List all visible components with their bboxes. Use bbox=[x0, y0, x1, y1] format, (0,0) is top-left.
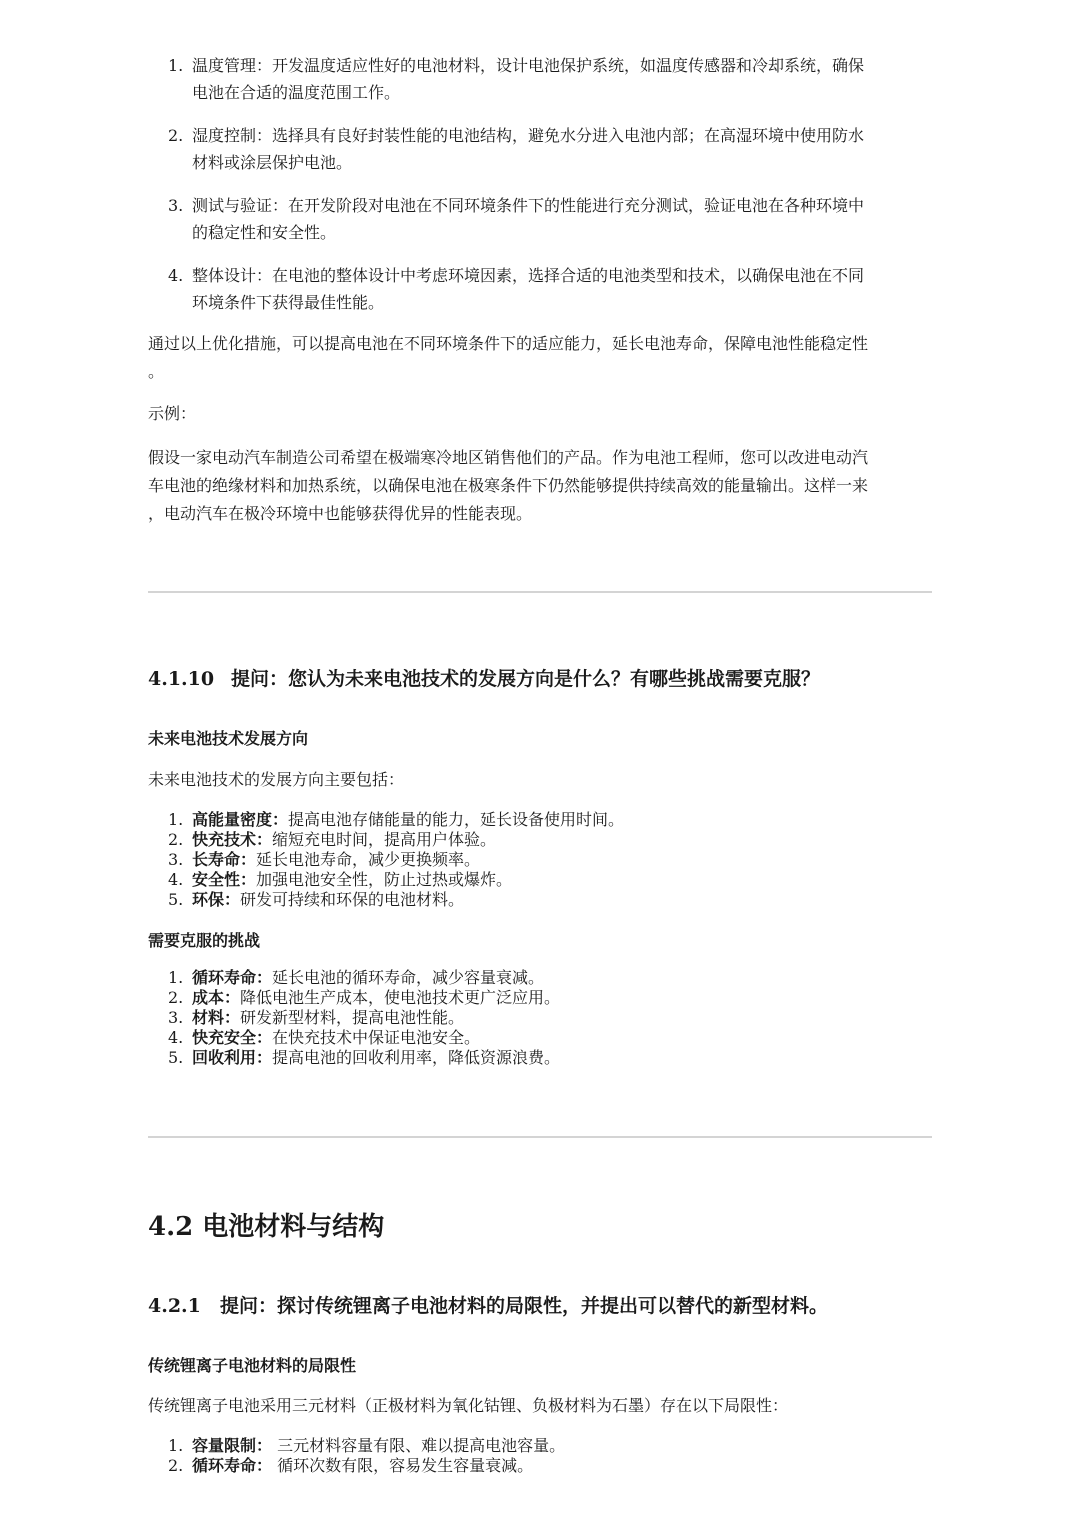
list-item-label: 温度管理： bbox=[192, 56, 273, 75]
list-item-label: 快充技术： bbox=[192, 830, 273, 849]
limits-intro: 传统锂离子电池采用三元材料（正极材料为氧化钴锂、负极材料为石墨）存在以下局限性： bbox=[148, 1396, 789, 1415]
list-item-label: 快充安全： bbox=[192, 1028, 273, 1047]
list-item-text: 三元材料容量有限、难以提高电池容量。 bbox=[277, 1436, 566, 1455]
list-item bbox=[168, 192, 928, 246]
list-number: 2. bbox=[168, 1456, 184, 1475]
summary-line-cont: 。 bbox=[148, 362, 165, 381]
section-heading-4-2 bbox=[148, 1206, 384, 1243]
list-item bbox=[168, 122, 928, 176]
list-item-label: 材料： bbox=[192, 1008, 241, 1027]
list-item-label: 整体设计： bbox=[192, 266, 273, 285]
list-item-label: 回收利用： bbox=[192, 1048, 273, 1067]
limits-heading: 传统锂离子电池材料的局限性 bbox=[148, 1356, 357, 1375]
list-item-text-cont: 材料或涂层保护电池。 bbox=[192, 153, 353, 172]
example-paragraph bbox=[148, 444, 934, 528]
section-title: 提问：您认为未来电池技术的发展方向是什么？有哪些挑战需要克服？ bbox=[231, 668, 821, 690]
section-divider bbox=[148, 1136, 932, 1138]
list-number: 4. bbox=[168, 266, 184, 285]
section-number: 4.2.1 bbox=[148, 1295, 201, 1317]
list-item bbox=[168, 52, 928, 106]
list-item-text: 研发可持续和环保的电池材料。 bbox=[240, 890, 465, 909]
directions-heading: 未来电池技术发展方向 bbox=[148, 729, 309, 748]
list-item-text-cont: 的稳定性和安全性。 bbox=[192, 223, 337, 242]
list-item-label: 湿度控制： bbox=[192, 126, 273, 145]
list-item bbox=[168, 870, 928, 890]
list-item-text: 延长电池的循环寿命，减少容量衰减。 bbox=[272, 968, 545, 987]
list-item-label: 长寿命： bbox=[192, 850, 257, 869]
list-item bbox=[168, 262, 928, 316]
list-number: 2. bbox=[168, 830, 184, 849]
list-item-text: 缩短充电时间，提高用户体验。 bbox=[272, 830, 497, 849]
list-number: 5. bbox=[168, 1048, 184, 1067]
list-item bbox=[168, 830, 928, 850]
directions-intro: 未来电池技术的发展方向主要包括： bbox=[148, 770, 405, 789]
list-item bbox=[168, 890, 928, 910]
section-divider bbox=[148, 591, 932, 593]
list-item bbox=[168, 1048, 928, 1068]
list-item-text: 提高电池存储能量的能力，延长设备使用时间。 bbox=[288, 810, 625, 829]
list-item bbox=[168, 1008, 928, 1028]
list-item-text: 在快充技术中保证电池安全。 bbox=[272, 1028, 481, 1047]
list-item-text: 在开发阶段对电池在不同环境条件下的性能进行充分测试，验证电池在各种环境中 bbox=[288, 196, 865, 215]
limits-list bbox=[168, 1436, 928, 1476]
list-item bbox=[168, 968, 928, 988]
list-item-label: 高能量密度： bbox=[192, 810, 289, 829]
example-line: 车电池的绝缘材料和加热系统，以确保电池在极寒条件下仍然能够提供持续高效的能量输出。这样一来 bbox=[148, 476, 869, 495]
list-item bbox=[168, 1436, 928, 1456]
section-heading-4-1-10 bbox=[148, 664, 820, 691]
list-item-text-cont: 环境条件下获得最佳性能。 bbox=[192, 293, 385, 312]
list-number: 4. bbox=[168, 870, 184, 889]
example-line: 假设一家电动汽车制造公司希望在极端寒冷地区销售他们的产品。作为电池工程师，您可以改进电动汽 bbox=[148, 448, 869, 467]
list-item bbox=[168, 1028, 928, 1048]
list-number: 1. bbox=[168, 1436, 184, 1455]
list-number: 1. bbox=[168, 968, 184, 987]
list-number: 2. bbox=[168, 126, 184, 145]
summary-paragraph bbox=[148, 330, 934, 386]
list-item-text-cont: 电池在合适的温度范围工作。 bbox=[192, 83, 401, 102]
list-item bbox=[168, 988, 928, 1008]
list-number: 3. bbox=[168, 196, 184, 215]
list-number: 1. bbox=[168, 56, 184, 75]
list-item-text: 在电池的整体设计中考虑环境因素，选择合适的电池类型和技术，以确保电池在不同 bbox=[272, 266, 865, 285]
list-number: 2. bbox=[168, 988, 184, 1007]
list-number: 3. bbox=[168, 850, 184, 869]
list-item-text: 加强电池安全性，防止过热或爆炸。 bbox=[256, 870, 513, 889]
section-title: 提问：探讨传统锂离子电池材料的局限性，并提出可以替代的新型材料。 bbox=[220, 1295, 829, 1317]
list-item-text: 开发温度适应性好的电池材料，设计电池保护系统，如温度传感器和冷却系统，确保 bbox=[272, 56, 865, 75]
list-item-label: 容量限制： bbox=[192, 1436, 273, 1455]
list-item-label: 成本： bbox=[192, 988, 241, 1007]
section-heading-4-2-1 bbox=[148, 1291, 828, 1318]
list-item-text: 选择具有良好封装性能的电池结构，避免水分进入电池内部；在高湿环境中使用防水 bbox=[272, 126, 865, 145]
list-item-label: 循环寿命： bbox=[192, 1456, 273, 1475]
example-line: ，电动汽车在极冷环境中也能够获得优异的性能表现。 bbox=[148, 504, 533, 523]
list-item-text: 提高电池的回收利用率，降低资源浪费。 bbox=[272, 1048, 561, 1067]
list-item-label: 环保： bbox=[192, 890, 241, 909]
list-item bbox=[168, 850, 928, 870]
list-item-text: 研发新型材料，提高电池性能。 bbox=[240, 1008, 465, 1027]
list-item bbox=[168, 1456, 928, 1476]
section-title: 电池材料与结构 bbox=[202, 1212, 385, 1242]
list-number: 1. bbox=[168, 810, 184, 829]
directions-list bbox=[168, 810, 928, 910]
list-item-text: 降低电池生产成本，使电池技术更广泛应用。 bbox=[240, 988, 561, 1007]
list-item bbox=[168, 810, 928, 830]
section-number: 4.1.10 bbox=[148, 668, 215, 690]
list-item-text: 延长电池寿命，减少更换频率。 bbox=[256, 850, 481, 869]
list-number: 4. bbox=[168, 1028, 184, 1047]
section-number: 4.2 bbox=[148, 1212, 194, 1242]
challenges-list bbox=[168, 968, 928, 1068]
list-item-text: 循环次数有限，容易发生容量衰减。 bbox=[277, 1456, 534, 1475]
list-number: 5. bbox=[168, 890, 184, 909]
summary-line: 通过以上优化措施，可以提高电池在不同环境条件下的适应能力，延长电池寿命，保障电池性能稳定性 bbox=[148, 334, 869, 353]
challenges-heading: 需要克服的挑战 bbox=[148, 931, 261, 950]
list-item-label: 安全性： bbox=[192, 870, 257, 889]
environment-measures-list bbox=[168, 52, 928, 316]
example-label: 示例： bbox=[148, 404, 197, 423]
list-item-label: 测试与验证： bbox=[192, 196, 289, 215]
list-item-label: 循环寿命： bbox=[192, 968, 273, 987]
list-number: 3. bbox=[168, 1008, 184, 1027]
